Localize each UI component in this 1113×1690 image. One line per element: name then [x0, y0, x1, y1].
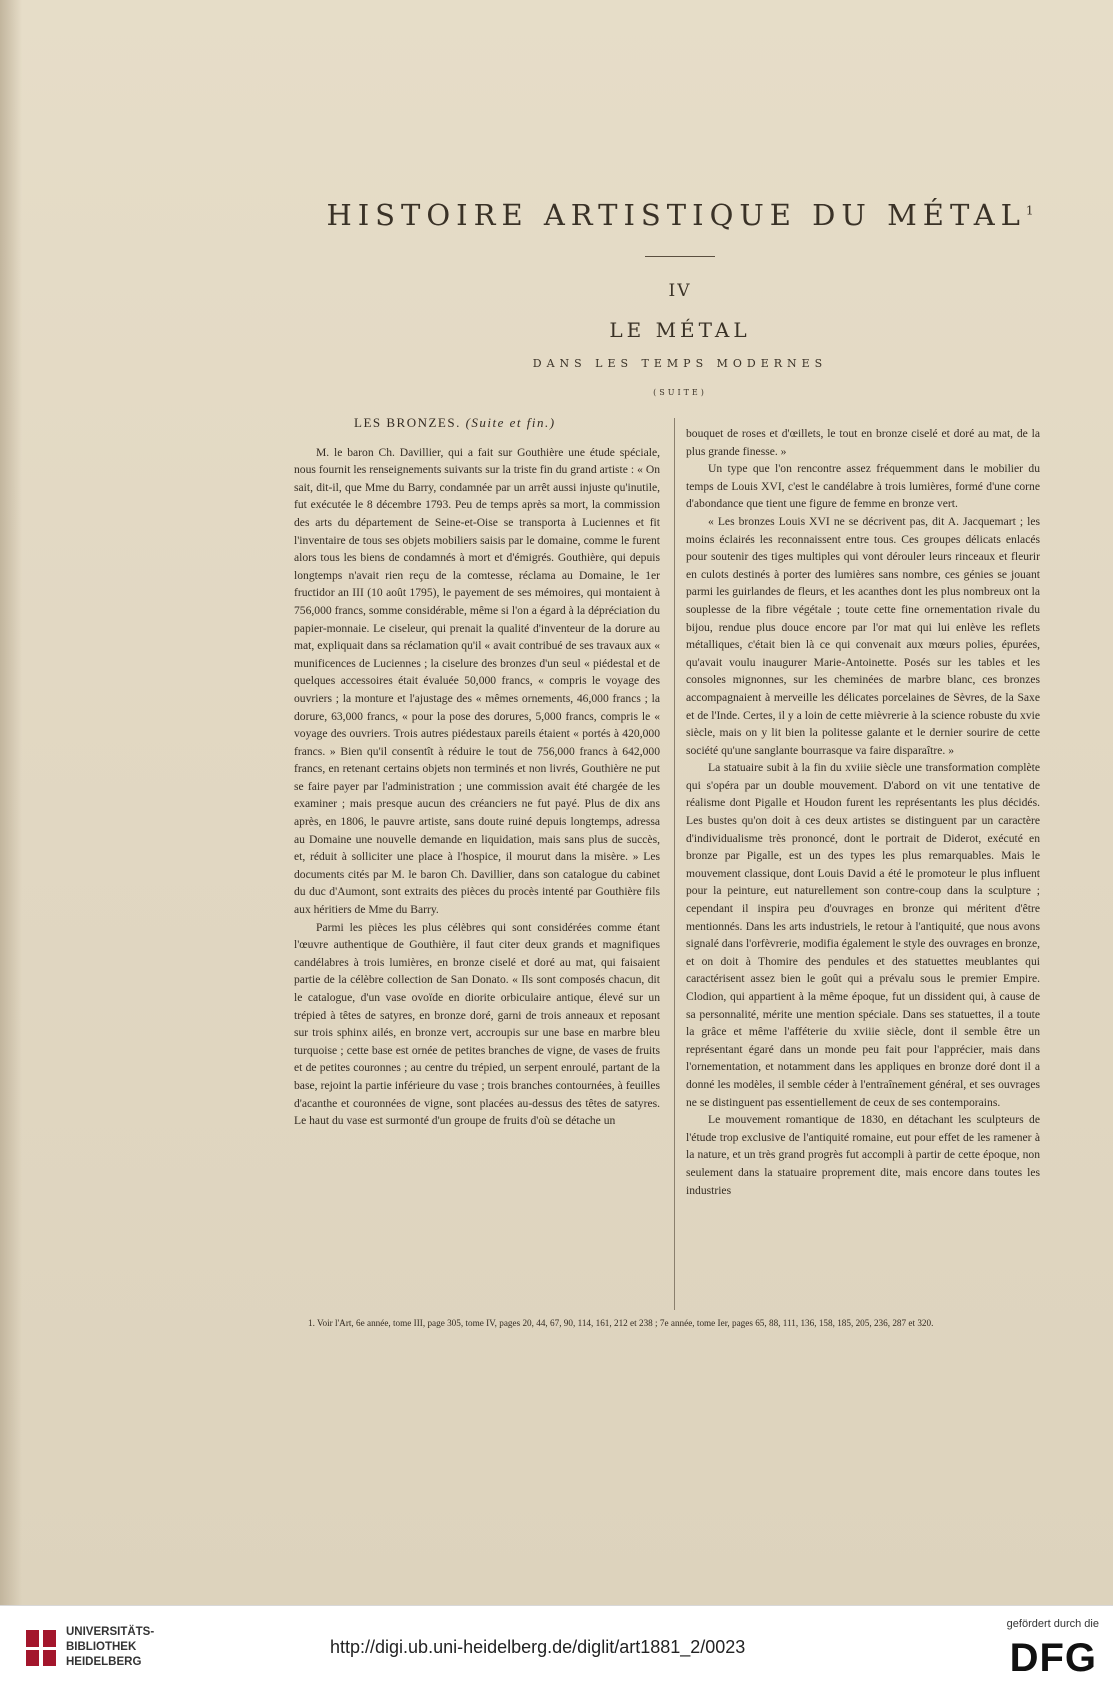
title-text: HISTOIRE ARTISTIQUE DU MÉTAL — [326, 198, 1026, 232]
page-title — [300, 198, 1060, 232]
column-divider — [674, 418, 675, 1310]
paragraph: « Les bronzes Louis XVI ne se décrivent pas, dit A. Jacquemart ; les moins éclairés les reconnaissent entre tous. Ces groupes délicats enlacés pour soutenir des tiges multiples qui vont dérouler leurs rinceaux et fleurir en culots destinés à porter des lumières sans nombre, ces génies se jouant parmi les guirlandes de fleurs, et les acanthes dont les plus nombreux ont la souplesse de la fibre végétale ; toute cette fine ornementation rivale du bijou, rendue plus douce encore par l'or mat qui lui enlève les reflets métalliques, c'était bien là ce qui convenait aux mœurs polies, épurées, qu'avait voulu inaugurer Marie-Antoinette. Posés sur les tables et les consoles mignonnes, sur les cheminées de marbre blanc, ces bronzes accompagnaient à merveille les délicates porcelaines de Sèvres, de la Saxe et de l'Inde. Certes, il y a loin de cette mièvrerie à la science robuste du xvie siècle, mais on y lit bien la politesse galante et le dernier sourire de cette société qu'une sanglante bourrasque va faire disparaître. » — [686, 514, 1040, 757]
paragraph: M. le baron Ch. Davillier, qui a fait sur Gouthière une étude spéciale, nous fournit les renseignements suivants sur la triste fin du grand artiste : « On sait, dit-il, que Mme du Barry, condamnée par un arrêt aussi injuste qu'inutile, fut exécutée le 8 décembre 1793. Peu de temps après sa mort, la commission des arts du département de Seine-et-Oise se transporta à Luciennes et fit l'inventaire de tous ses objets mobiliers saisis par le domaine, comme le furent alors tous les biens de condamnés à mort et d'émigrés. Gouthière, qui depuis longtemps n'avait rien reçu de la comtesse, réclama au Domaine, le 1er fructidor an III (10 août 1795), le payement de ses mémoires, qui montaient à 756,000 francs, somme considérable, même si l'on a égard à la dépréciation du papier-monnaie. Le ciseleur, qui prenait la qualité d'inventeur de la dorure au mat, expliquait dans sa réclamation qu'il « avait contribué de ses travaux aux « munificences de Luciennes ; la ciselure des bronzes d'un seul « piédestal et de quelques accessoires était évaluée 50,000 francs, « compris le voyage des ouvriers ; la monture et l'ajustage des « mêmes ornements, 46,000 francs ; la dorure, 63,000 francs, « pour la pose des dorures, 5,000 francs, compris le « voyage des ouvriers. Trois autres piédestaux pareils étaient « portés à 420,000 francs. » Bien qu'il consentît à réduire le tout de 756,000 francs à 642,000 francs, en retenant certains objets non terminés et non livrés, Gouthière ne put se faire payer par l'administration ; une commission avait été chargée de les examiner ; mais presque aucun des créanciers ne fut payé. Plus de dix ans après, en 1806, le pauvre artiste, sans doute ruiné depuis longtemps, adressa au Domaine une nouvelle demande en liquidation, mais sans plus de succès, et, réduit à solliciter une place à l'hospice, il mourut dans la misère. » Les documents cités par M. le baron Ch. Davillier, dans son catalogue du cabinet du duc d'Aumont, sont extraits des pièces du procès intenté par Gouthière fils aux héritiers de Mme du Barry. — [294, 445, 660, 917]
paragraph: La statuaire subit à la fin du xviiie siècle une transformation complète qui s'opéra par un double mouvement. D'abord on vit une tentative de réalisme dont Pigalle et Houdon furent les représentants les plus décidés. Les bustes qu'on doit à ces deux artistes se distinguent par un caractère d'individualisme très prononcé, dont le portrait de Diderot, exécuté en bronze par Pigalle, est un des types les plus remarquables. Mais le mouvement classique, dont Louis David a été le promoteur le plus influent pour la peinture, eut naturellement son contre-coup dans la sculpture ; cependant il inspira peu d'ouvrages en bronze qui méritent d'être mentionnés. Dans les arts industriels, le retour à l'antiquité, que nous avons signalé dans l'orfèvrerie, modifia également le style des ouvrages en bronze, et on doit à Thomire des pendules et des statuettes meublantes qui caractérisent assez bien le goût qui a prévalu sous le premier Empire. Clodion, qui appartient à la même époque, fut un dissident qui, à cause de sa personnalité, mérite une mention spéciale. Dans ses statuettes, il a toute la grâce et même l'afféterie du xviiie siècle, dont il semble être un représentant égaré dans un monde peu fait pour l'apprécier, mais dans l'ornementation, et notamment dans les appliques en bronze doré dont il a donné les modèles, il semble céder à l'entraînement général, et ses ouvrages ne se distinguent pas essentiellement de ceux de ses contemporains. — [686, 761, 1040, 1109]
bronzes-subhead — [354, 414, 660, 432]
library-name-line: HEIDELBERG — [66, 1656, 142, 1668]
paragraph: bouquet de roses et d'œillets, le tout en bronze ciselé et doré au mat, de la plus grande finesse. » — [686, 427, 1040, 458]
library-name — [66, 1625, 154, 1670]
footnote — [294, 1317, 1040, 1330]
right-column — [686, 425, 1040, 1199]
title-footnote-mark: 1 — [1025, 203, 1034, 218]
section-suite: (SUITE) — [653, 388, 707, 397]
dfg-logo: DFG — [1009, 1636, 1097, 1680]
library-name-line: BIBLIOTHEK — [66, 1641, 137, 1653]
footnote-text: 1. Voir l'Art, 6e année, tome III, page 305, tome IV, pages 20, 44, 67, 90, 114, 161, 212 et 238 ; 7e année, tome Ier, pages 65, 88, 111, 136, 158, 185, 205, 236, 287 et 320. — [308, 1318, 934, 1328]
permalink-url[interactable]: http://digi.ub.uni-heidelberg.de/diglit/art1881_2/0023 — [330, 1637, 746, 1657]
section-number: IV — [668, 281, 692, 301]
university-seal-icon — [24, 1628, 58, 1668]
paragraph: Le mouvement romantique de 1830, en détachant les sculpteurs de l'étude trop exclusive de l'antiquité romaine, eut pour effet de les ramener à la nature, et un très grand progrès fut accompli à partir de cette époque, non seulement dans la statuaire proprement dite, mais encore dans toutes les industries — [686, 1113, 1040, 1197]
digitization-footer — [0, 1605, 1113, 1690]
subhead-italic: (Suite et fin.) — [465, 415, 556, 430]
paragraph: Parmi les pièces les plus célèbres qui sont considérées comme étant l'œuvre authentique de Gouthière, il faut citer deux grands et magnifiques candélabres à trois lumières, en bronze ciselé et doré au mat, qui faisaient partie de la célèbre collection de San Donato. « Ils sont composés chacun, dit le catalogue, d'un vase ovoïde en diorite orbiculaire antique, élevé sur un trépied à têtes de satyres, en bronze doré, garni de trois anneaux et reposant sur trois sphinx ailés, en bronze vert, accroupis sur une base en marbre bleu turquoise ; cette base est ornée de petites branches de vigne, de vases de fruits et de petites couronnes ; au centre du trépied, un serpent enroulé, partant de la base, rejoint la partie inférieure du vase ; trois branches contournées, à feuilles d'acanthe et couronnées de vigne, sont placées au-dessus des têtes de satyres. Le haut du vase est surmonté d'un groupe de fruits d'où se détache un — [294, 920, 660, 1128]
section-subtitle: DANS LES TEMPS MODERNES — [532, 357, 828, 370]
library-name-line: UNIVERSITÄTS- — [66, 1626, 155, 1638]
paragraph: Un type que l'on rencontre assez fréquemment dans le mobilier du temps de Louis XVI, c'est le candélabre à trois lumières, formé d'une corne d'abondance que tient une figure de femme en bronze vert. — [686, 462, 1040, 511]
funded-by-label: gefördert durch die — [1006, 1618, 1099, 1630]
subhead-text: LES BRONZES. — [354, 415, 461, 430]
left-column — [294, 414, 660, 1130]
section-title: LE MÉTAL — [609, 318, 751, 342]
title-rule — [645, 256, 715, 257]
